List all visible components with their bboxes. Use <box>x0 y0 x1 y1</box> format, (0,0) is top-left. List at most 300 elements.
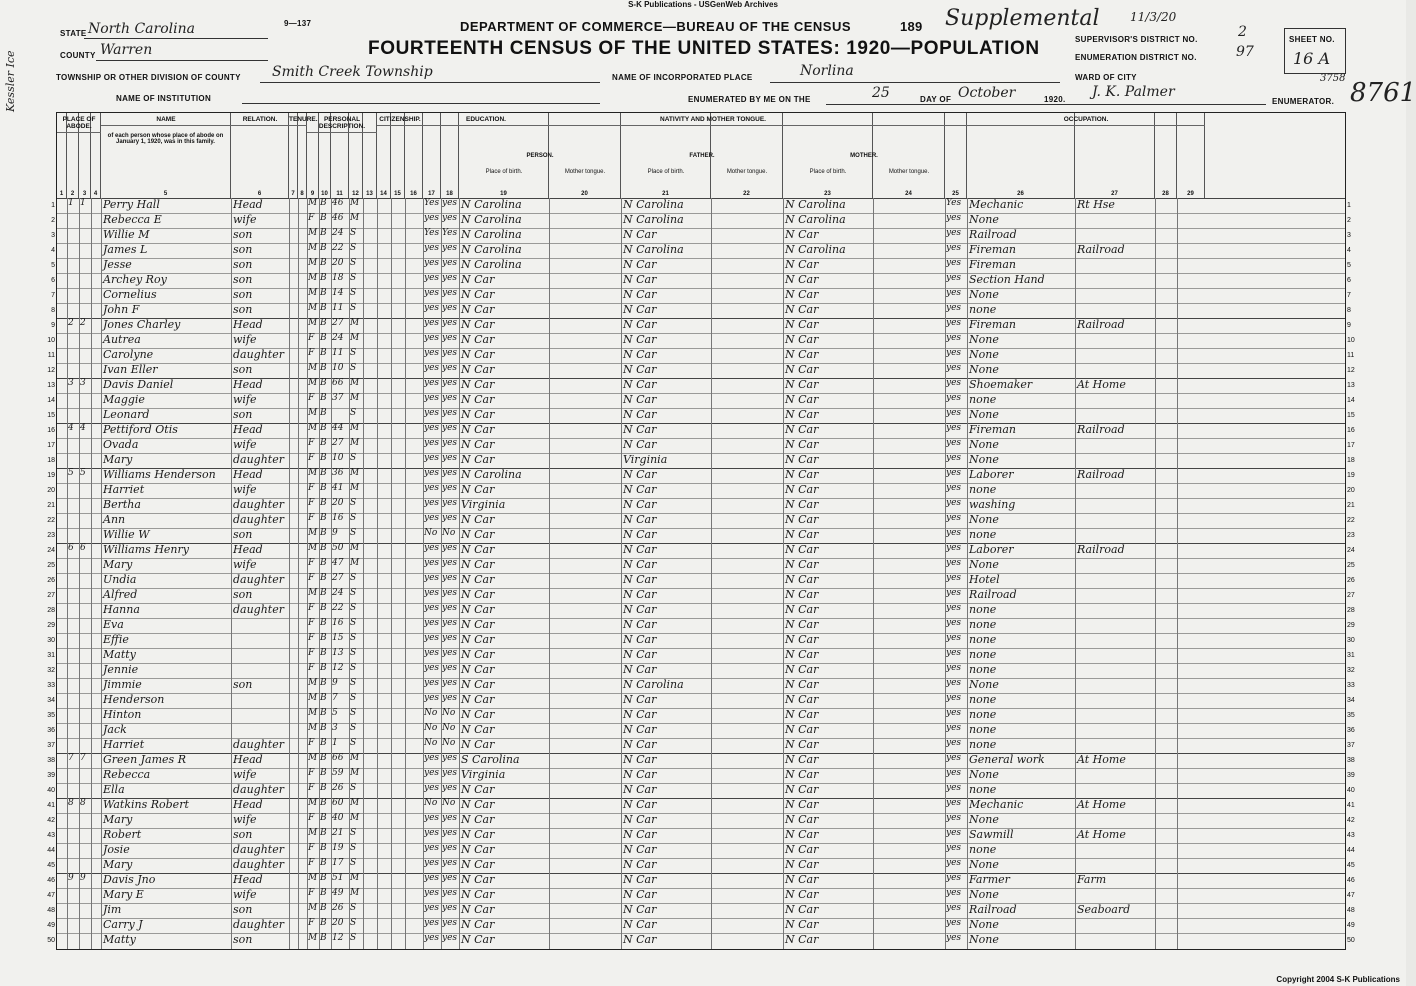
cell-occ: Railroad <box>969 903 1017 916</box>
side-note: Kessler Ice <box>4 50 17 112</box>
cell-eng: yes <box>946 888 962 898</box>
cell-sex: M <box>308 258 318 268</box>
cell-eng: yes <box>946 798 962 808</box>
cell-sex: M <box>308 753 318 763</box>
cell-sex: M <box>308 873 318 883</box>
table-row <box>47 888 1355 903</box>
cell-age: 49 <box>332 888 344 898</box>
cell-mpob: N Car <box>785 648 819 661</box>
cell-age: 66 <box>332 753 344 763</box>
cell-name: Matty <box>103 648 136 661</box>
line-number-right: 14 <box>1347 397 1355 404</box>
cell-fpob: N Car <box>623 888 657 901</box>
line-number-right: 22 <box>1347 517 1355 524</box>
cell-write: yes <box>442 603 458 613</box>
line-number: 38 <box>47 757 55 764</box>
column-divider <box>1155 198 1156 949</box>
column-group-heading: OCCUPATION. <box>967 116 1205 126</box>
cell-race: B <box>320 588 327 598</box>
column-number: 13 <box>366 191 373 197</box>
line-number: 16 <box>47 427 55 434</box>
line-number-right: 36 <box>1347 727 1355 734</box>
cell-ms: S <box>350 678 357 688</box>
column-group-heading: NATIVITY AND MOTHER TONGUE. <box>459 116 967 126</box>
cell-write: yes <box>442 693 458 703</box>
cell-occ: Section Hand <box>969 273 1045 286</box>
cell-occ: Fireman <box>969 318 1016 331</box>
line-number: 32 <box>47 667 55 674</box>
cell-eng: yes <box>946 708 962 718</box>
cell-occ: none <box>969 528 997 541</box>
line-number-right: 32 <box>1347 667 1355 674</box>
cell-rel: Head <box>233 798 263 811</box>
county-label: COUNTY <box>60 51 96 60</box>
cell-write: yes <box>442 663 458 673</box>
line-number: 18 <box>47 457 55 464</box>
cell-pob: N Car <box>461 918 495 931</box>
cell-pob: N Carolina <box>461 258 522 271</box>
cell-ind: Railroad <box>1077 243 1125 256</box>
column-number: 9 <box>310 191 315 197</box>
column-group-heading: NAME <box>101 116 231 126</box>
cell-eng: yes <box>946 543 962 553</box>
cell-ms: S <box>350 903 357 913</box>
cell-race: B <box>320 798 327 808</box>
column-divider <box>945 198 946 949</box>
cell-race: B <box>320 843 327 853</box>
cell-ind: At Home <box>1077 798 1126 811</box>
cell-mpob: N Car <box>785 573 819 586</box>
cell-sex: F <box>308 813 315 823</box>
cell-pob: N Car <box>461 528 495 541</box>
cell-eng: yes <box>946 408 962 418</box>
line-number-right: 46 <box>1347 877 1355 884</box>
cell-fpob: N Car <box>623 438 657 451</box>
column-number: 5 <box>163 191 168 197</box>
cell-race: B <box>320 273 327 283</box>
cell-rel: daughter <box>233 783 284 796</box>
table-row <box>47 363 1355 378</box>
cell-mpob: N Car <box>785 528 819 541</box>
cell-pob: N Car <box>461 873 495 886</box>
cell-occ: Railroad <box>969 228 1017 241</box>
cell-pob: N Car <box>461 573 495 586</box>
line-number-right: 38 <box>1347 757 1355 764</box>
cell-f: 1 <box>80 198 86 208</box>
line-number: 40 <box>47 787 55 794</box>
cell-pob: N Car <box>461 393 495 406</box>
line-number-right: 6 <box>1347 277 1351 284</box>
department-title: DEPARTMENT OF COMMERCE—BUREAU OF THE CENSUS <box>460 19 852 34</box>
cell-eng: yes <box>946 498 962 508</box>
cell-occ: none <box>969 648 997 661</box>
column-number: 26 <box>1017 191 1024 197</box>
cell-mpob: N Car <box>785 753 819 766</box>
cell-write: yes <box>442 318 458 328</box>
table-row <box>51 273 1351 288</box>
line-number: 45 <box>47 862 55 869</box>
cell-age: 5 <box>332 708 338 718</box>
cell-sex: M <box>308 693 318 703</box>
cell-age: 27 <box>332 438 344 448</box>
cell-name: Davis Jno <box>103 873 156 886</box>
table-row <box>47 438 1355 453</box>
line-number: 33 <box>47 682 55 689</box>
column-divider <box>549 198 550 949</box>
cell-ms: S <box>350 843 357 853</box>
cell-age: 40 <box>332 813 344 823</box>
cell-occ: washing <box>969 498 1016 511</box>
cell-mpob: N Car <box>785 843 819 856</box>
cell-fpob: N Car <box>623 708 657 721</box>
cell-race: B <box>320 558 327 568</box>
cell-mpob: N Car <box>785 483 819 496</box>
cell-age: 1 <box>332 738 338 748</box>
state-value: North Carolina <box>88 21 195 37</box>
cell-read: yes <box>424 543 440 553</box>
cell-sex: F <box>308 783 315 793</box>
cell-name: Rebecca E <box>103 213 162 226</box>
cell-read: yes <box>424 783 440 793</box>
cell-mpob: N Car <box>785 408 819 421</box>
column-group-heading: TENURE. <box>289 116 307 126</box>
line-number-right: 35 <box>1347 712 1355 719</box>
cell-rel: wife <box>233 393 257 406</box>
cell-ms: M <box>350 423 360 433</box>
cell-ms: M <box>350 198 360 208</box>
cell-f: 3 <box>80 378 86 388</box>
cell-age: 11 <box>332 303 344 313</box>
cell-eng: yes <box>946 903 962 913</box>
cell-age: 11 <box>332 348 344 358</box>
cell-fpob: N Car <box>623 333 657 346</box>
cell-race: B <box>320 393 327 403</box>
cell-write: yes <box>442 198 458 208</box>
enumerated-day: 25 <box>872 85 890 101</box>
cell-read: yes <box>424 633 440 643</box>
cell-sex: M <box>308 273 318 283</box>
cell-occ: None <box>969 348 999 361</box>
cell-fpob: N Car <box>623 303 657 316</box>
cell-age: 59 <box>332 768 344 778</box>
cell-read: yes <box>424 363 440 373</box>
cell-occ: none <box>969 738 997 751</box>
cell-fpob: N Car <box>623 783 657 796</box>
column-group-heading: RELATION. <box>231 116 289 126</box>
line-number: 12 <box>47 367 55 374</box>
column-number: 18 <box>446 191 453 197</box>
cell-write: yes <box>442 543 458 553</box>
cell-fpob: N Car <box>623 558 657 571</box>
cell-age: 24 <box>332 228 344 238</box>
column-number: 16 <box>410 191 417 197</box>
cell-fpob: N Car <box>623 798 657 811</box>
cell-ms: S <box>350 303 357 313</box>
cell-pob: N Car <box>461 663 495 676</box>
cell-occ: Fireman <box>969 423 1016 436</box>
cell-race: B <box>320 528 327 538</box>
cell-name: Rebecca <box>103 768 151 781</box>
cell-rel: wife <box>233 558 257 571</box>
cell-name: Ann <box>103 513 126 526</box>
cell-write: yes <box>442 573 458 583</box>
cell-mpob: N Car <box>785 588 819 601</box>
line-number-right: 9 <box>1347 322 1351 329</box>
cell-fpob: N Car <box>623 633 657 646</box>
cell-fpob: N Car <box>623 588 657 601</box>
table-row <box>47 693 1355 708</box>
cell-read: yes <box>424 408 440 418</box>
cell-age: 20 <box>332 918 344 928</box>
cell-fpob: N Carolina <box>623 678 684 691</box>
cell-fpob: N Car <box>623 723 657 736</box>
page-stamp: 189 <box>900 19 923 34</box>
nativity-column-label: Place of birth. <box>485 169 523 175</box>
census-grid <box>47 112 1355 950</box>
line-number: 21 <box>47 502 55 509</box>
cell-race: B <box>320 768 327 778</box>
column-divider <box>349 198 350 949</box>
cell-age: 37 <box>332 393 344 403</box>
cell-read: yes <box>424 438 440 448</box>
cell-ms: S <box>350 288 357 298</box>
cell-eng: yes <box>946 573 962 583</box>
column-divider <box>405 198 406 949</box>
cell-sex: F <box>308 348 315 358</box>
cell-mpob: N Car <box>785 288 819 301</box>
line-number: 35 <box>47 712 55 719</box>
cell-sex: M <box>308 198 318 208</box>
cell-ms: S <box>350 783 357 793</box>
column-divider <box>331 198 332 949</box>
cell-mpob: N Car <box>785 888 819 901</box>
line-number: 39 <box>47 772 55 779</box>
cell-pob: N Car <box>461 843 495 856</box>
cell-fpob: N Car <box>623 423 657 436</box>
township-line <box>260 82 600 83</box>
cell-eng: yes <box>946 363 962 373</box>
cell-pob: N Car <box>461 543 495 556</box>
census-title: FOURTEENTH CENSUS OF THE UNITED STATES: 1920—POPULATION <box>368 38 1040 59</box>
township-value: Smith Creek Township <box>272 64 433 80</box>
cell-read: Yes <box>424 198 440 208</box>
cell-sex: M <box>308 708 318 718</box>
cell-pob: N Car <box>461 693 495 706</box>
cell-age: 20 <box>332 498 344 508</box>
cell-race: B <box>320 513 327 523</box>
line-number-right: 29 <box>1347 622 1355 629</box>
cell-occ: Laborer <box>969 468 1014 481</box>
cell-occ: none <box>969 843 997 856</box>
cell-occ: none <box>969 783 997 796</box>
supplemental-note: Supplemental <box>945 6 1100 31</box>
cell-fpob: N Car <box>623 573 657 586</box>
column-number: 15 <box>394 191 401 197</box>
cell-name: Davis Daniel <box>103 378 174 391</box>
enum-district-value: 97 <box>1236 44 1254 60</box>
column-number: 2 <box>70 191 75 197</box>
cell-ind: At Home <box>1077 378 1126 391</box>
cell-write: yes <box>442 363 458 373</box>
cell-read: No <box>424 798 438 808</box>
cell-occ: None <box>969 918 999 931</box>
cell-age: 7 <box>332 693 338 703</box>
cell-read: yes <box>424 483 440 493</box>
cell-occ: Shoemaker <box>969 378 1033 391</box>
cell-occ: Laborer <box>969 543 1014 556</box>
cell-name: James L <box>103 243 148 256</box>
cell-rel: son <box>233 288 253 301</box>
line-number-right: 23 <box>1347 532 1355 539</box>
cell-fpob: N Car <box>623 543 657 556</box>
cell-race: B <box>320 663 327 673</box>
cell-mpob: N Car <box>785 798 819 811</box>
nativity-column-label: Mother tongue. <box>888 169 930 175</box>
cell-rel: wife <box>233 813 257 826</box>
cell-eng: yes <box>946 858 962 868</box>
cell-eng: yes <box>946 663 962 673</box>
cell-race: B <box>320 378 327 388</box>
cell-write: yes <box>442 498 458 508</box>
cell-occ: none <box>969 303 997 316</box>
cell-mpob: N Carolina <box>785 213 846 226</box>
cell-write: yes <box>442 918 458 928</box>
cell-sex: F <box>308 453 315 463</box>
cell-race: B <box>320 618 327 628</box>
cell-ms: M <box>350 438 360 448</box>
cell-write: yes <box>442 243 458 253</box>
line-number: 49 <box>47 922 55 929</box>
cell-race: B <box>320 813 327 823</box>
cell-ms: S <box>350 663 357 673</box>
cell-write: yes <box>442 618 458 628</box>
cell-race: B <box>320 678 327 688</box>
line-number-right: 11 <box>1347 352 1355 359</box>
cell-fpob: N Car <box>623 768 657 781</box>
table-row <box>51 228 1351 243</box>
cell-mpob: N Car <box>785 273 819 286</box>
incorporated-line <box>770 82 1060 83</box>
line-number: 50 <box>47 937 55 944</box>
line-number: 9 <box>51 322 55 329</box>
cell-eng: yes <box>946 828 962 838</box>
cell-name: Josie <box>103 843 130 856</box>
cell-name: Hinton <box>103 708 142 721</box>
cell-ms: M <box>350 468 360 478</box>
cell-pob: N Car <box>461 903 495 916</box>
column-group-heading: EDUCATION. <box>423 116 549 126</box>
cell-write: yes <box>442 483 458 493</box>
column-group-heading: CITIZENSHIP. <box>377 116 423 126</box>
cell-read: yes <box>424 618 440 628</box>
cell-age: 16 <box>332 513 344 523</box>
cell-write: yes <box>442 288 458 298</box>
cell-pob: N Car <box>461 603 495 616</box>
cell-occ: none <box>969 483 997 496</box>
cell-race: B <box>320 543 327 553</box>
cell-eng: yes <box>946 303 962 313</box>
cell-write: yes <box>442 513 458 523</box>
cell-write: Yes <box>442 228 458 238</box>
cell-pob: N Car <box>461 828 495 841</box>
cell-sex: F <box>308 558 315 568</box>
table-row <box>47 903 1355 918</box>
table-row <box>47 738 1355 753</box>
enumerator-signature: J. K. Palmer <box>1092 84 1175 100</box>
cell-sex: F <box>308 573 315 583</box>
cell-name: Harriet <box>103 483 145 496</box>
cell-read: yes <box>424 648 440 658</box>
table-row <box>47 603 1355 618</box>
column-divider <box>441 198 442 949</box>
cell-mpob: N Car <box>785 858 819 871</box>
cell-occ: none <box>969 633 997 646</box>
cell-read: yes <box>424 273 440 283</box>
nativity-column-label: Place of birth. <box>809 169 847 175</box>
cell-occ: None <box>969 363 999 376</box>
cell-eng: yes <box>946 213 962 223</box>
cell-sex: F <box>308 483 315 493</box>
line-number: 28 <box>47 607 55 614</box>
cell-write: yes <box>442 303 458 313</box>
sheet-number-box <box>1284 28 1346 74</box>
line-number: 42 <box>47 817 55 824</box>
cell-read: No <box>424 738 438 748</box>
cell-rel: son <box>233 528 253 541</box>
cell-fpob: Virginia <box>623 453 668 466</box>
cell-eng: yes <box>946 483 962 493</box>
cell-name: Mary <box>103 813 133 826</box>
line-number: 31 <box>47 652 55 659</box>
cell-mpob: N Car <box>785 423 819 436</box>
cell-race: B <box>320 318 327 328</box>
cell-read: yes <box>424 213 440 223</box>
cell-eng: yes <box>946 558 962 568</box>
cell-race: B <box>320 228 327 238</box>
table-row <box>47 813 1355 828</box>
cell-read: Yes <box>424 228 440 238</box>
cell-name: Willie M <box>103 228 150 241</box>
cell-ms: M <box>350 393 360 403</box>
cell-age: 20 <box>332 258 344 268</box>
cell-race: B <box>320 498 327 508</box>
cell-pob: N Car <box>461 798 495 811</box>
line-number-right: 27 <box>1347 592 1355 599</box>
cell-fpob: N Car <box>623 873 657 886</box>
cell-ms: S <box>350 573 357 583</box>
cell-write: yes <box>442 558 458 568</box>
cell-name: Carry J <box>103 918 143 931</box>
line-number-right: 17 <box>1347 442 1355 449</box>
cell-age: 13 <box>332 648 344 658</box>
cell-occ: None <box>969 513 999 526</box>
table-row <box>47 828 1355 843</box>
table-row <box>47 468 1355 483</box>
table-row <box>47 558 1355 573</box>
column-divider <box>319 198 320 949</box>
cell-age: 9 <box>332 678 338 688</box>
nativity-subheading: FATHER. <box>689 153 715 159</box>
cell-read: yes <box>424 933 440 943</box>
cell-read: yes <box>424 663 440 673</box>
cell-name: Jesse <box>103 258 132 271</box>
table-row <box>47 573 1355 588</box>
incorporated-value: Norlina <box>800 63 854 79</box>
cell-ms: S <box>350 738 357 748</box>
cell-rel: daughter <box>233 603 284 616</box>
enumerated-line <box>826 104 1266 105</box>
cell-ind: Farm <box>1077 873 1107 886</box>
